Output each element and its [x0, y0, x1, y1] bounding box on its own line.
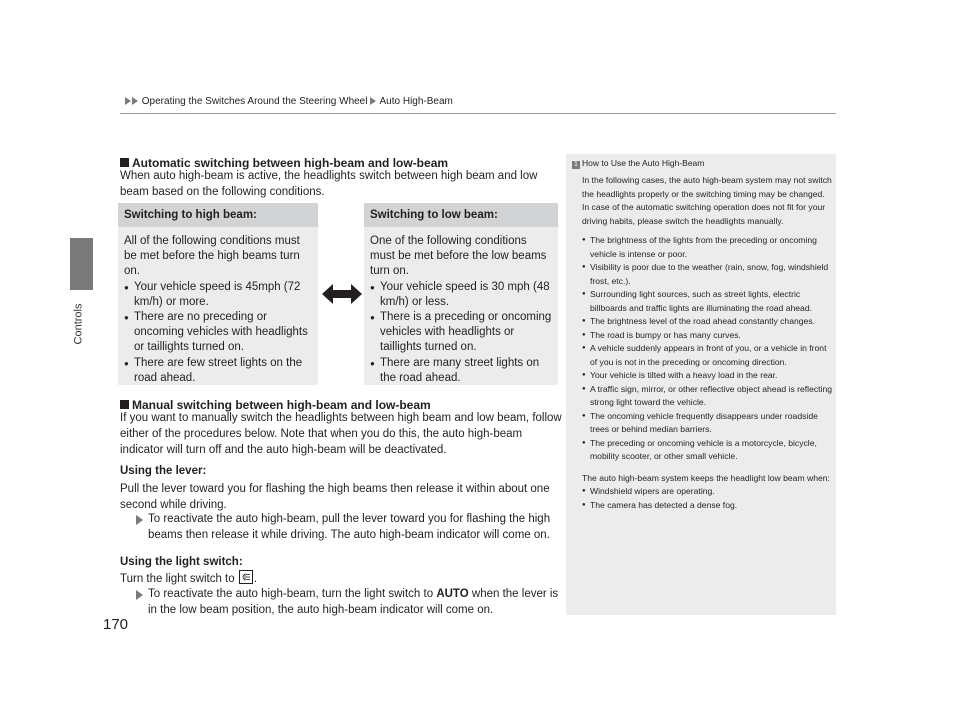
section-square-icon [120, 400, 129, 409]
list-item: ● Surrounding light sources, such as street lights, electric billboards and traffic lights are illuminating the road ahead. [582, 288, 832, 315]
low-beam-header: Switching to low beam: [364, 203, 558, 227]
list-item: ● The brightness of the lights from the preceding or oncoming vehicle is intense or poor. [582, 234, 832, 261]
notes-title [572, 158, 704, 169]
list-item: ● Your vehicle speed is 45mph (72 km/h) or more. [124, 280, 312, 310]
headlight-icon [239, 570, 253, 584]
list-item: ● The road is bumpy or has many curves. [582, 329, 832, 343]
header-divider [120, 113, 836, 114]
list-item: ● The preceding or oncoming vehicle is a motorcycle, bicycle, mobility scooter, or other small vehicle. [582, 437, 832, 464]
breadcrumb-arrow-icon [132, 97, 138, 105]
breadcrumb-topic[interactable]: Auto High-Beam [379, 96, 453, 107]
switch-text [120, 570, 257, 587]
list-item: ● There are no preceding or oncoming vehicles with headlights or taillights turned on. [124, 310, 312, 356]
manual-switching-title-text: Manual switching between high-beam and low-beam [132, 398, 431, 412]
switch-title: Using the light switch: [120, 556, 243, 568]
lever-step [136, 511, 556, 543]
auto-switching-title-text: Automatic switching between high-beam and low-beam [132, 156, 449, 170]
double-arrow-icon [322, 283, 362, 305]
switch-text-post: . [253, 573, 258, 585]
high-beam-header: Switching to high beam: [118, 203, 318, 227]
breadcrumb-section[interactable]: Operating the Switches Around the Steering Wheel [141, 96, 368, 107]
switch-step-post: when the lever is in the low beam position, the auto high-beam indicator will come on. [148, 588, 559, 616]
notes-keep-intro: The auto high-beam system keeps the headlight low beam when: [582, 472, 830, 483]
notes-title-text: How to Use the Auto High-Beam [582, 158, 705, 168]
breadcrumb [125, 96, 453, 107]
chapter-label [58, 300, 105, 350]
section-square-icon [120, 158, 129, 167]
list-item: ● Your vehicle is tilted with a heavy load in the rear. [582, 369, 832, 383]
high-beam-conditions [118, 227, 318, 385]
lever-step-text: To reactivate the auto high-beam, pull the lever toward you for flashing the high beams then release it while driving. The auto high-beam indicator will come on. [148, 513, 551, 541]
manual-switching-intro: If you want to manually switch the headlights between high beam and low beam, follow either of the procedures below. Note that when you do this, the auto high-beam indicator will turn off and the auto high-beam will be deactivated. [120, 412, 562, 456]
switch-step-pre: To reactivate the auto high-beam, turn the light switch to [148, 588, 434, 600]
chapter-tab [70, 238, 93, 290]
switch-text-pre: Turn the light switch to [120, 573, 235, 585]
notes-keep-list [582, 485, 832, 512]
lever-title: Using the lever: [120, 465, 207, 477]
step-arrow-icon [136, 590, 143, 600]
list-item: ● There are many street lights on the road ahead. [370, 356, 552, 386]
list-item: ● There are few street lights on the road ahead. [124, 356, 312, 386]
chapter-label-text: Controls [72, 303, 85, 345]
list-item: ● There is a preceding or oncoming vehicles with headlights or taillights turned on. [370, 310, 552, 356]
switch-step [136, 586, 566, 618]
auto-switching-intro: When auto high-beam is active, the headlights switch between high beam and low beam based on the following conditions. [120, 170, 538, 198]
info-icon: 1 [572, 161, 580, 169]
list-item: ● The oncoming vehicle frequently disappears under roadside trees or behind median barriers. [582, 410, 832, 437]
list-item: ● Visibility is poor due to the weather (rain, snow, fog, windshield frost, etc.). [582, 261, 832, 288]
list-item: ● Your vehicle speed is 30 mph (48 km/h) or less. [370, 280, 552, 310]
auto-label: AUTO [436, 588, 469, 600]
low-beam-intro: One of the following conditions must be met before the low beams turn on. [370, 235, 547, 278]
step-arrow-icon [136, 515, 143, 525]
low-beam-list [370, 280, 552, 386]
notes-intro: In the following cases, the auto high-beam system may not switch the headlights properly or the switching timing may be changed. In case of the automatic switching operation does not fit for your driving habits, please switch the headlights manually. [582, 175, 832, 226]
high-beam-intro: All of the following conditions must be met before the high beams turn on. [124, 235, 300, 278]
lever-text: Pull the lever toward you for flashing the high beams then release it within about one second while driving. [120, 483, 550, 511]
notes-body [582, 174, 832, 520]
notes-list [582, 234, 832, 464]
list-item: ● The camera has detected a dense fog. [582, 499, 832, 513]
high-beam-list [124, 280, 312, 386]
low-beam-conditions [364, 227, 558, 385]
page-number: 170 [103, 616, 129, 633]
list-item: ● A vehicle suddenly appears in front of you, or a vehicle in front of you is not in the preceding or oncoming direction. [582, 342, 832, 369]
list-item: ● A traffic sign, mirror, or other reflective object ahead is reflecting strong light toward the vehicle. [582, 383, 832, 410]
list-item: ● Windshield wipers are operating. [582, 485, 832, 499]
breadcrumb-arrow-icon [370, 97, 376, 105]
list-item: ● The brightness level of the road ahead constantly changes. [582, 315, 832, 329]
breadcrumb-arrow-icon [125, 97, 131, 105]
